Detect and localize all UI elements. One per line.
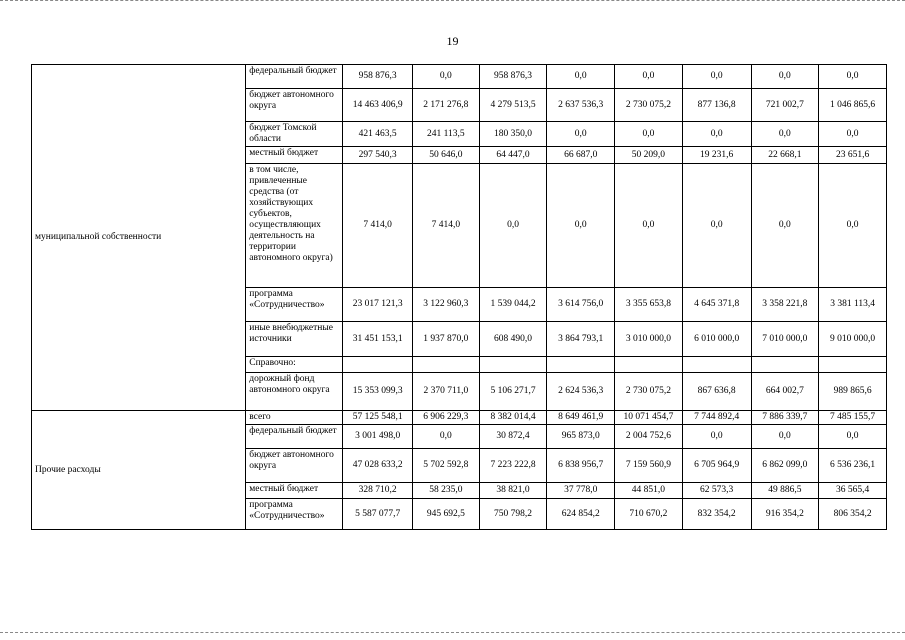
value-cell: 7 010 000,0 [751, 322, 819, 357]
value-cell: 6 536 236,1 [819, 449, 887, 483]
value-cell: 0,0 [547, 65, 615, 89]
page-top-edge [0, 0, 905, 3]
value-cell: 0,0 [751, 65, 819, 89]
value-cell: 5 702 592,8 [412, 449, 479, 483]
table-row [32, 65, 887, 89]
value-cell: 916 354,2 [751, 499, 819, 530]
value-cell: 36 565,4 [819, 483, 887, 499]
page-number: 19 [446, 34, 459, 48]
value-cell [479, 357, 547, 373]
value-cell: 0,0 [819, 164, 887, 288]
value-cell: 664 002,7 [751, 373, 819, 411]
value-cell: 2 637 536,3 [547, 89, 615, 122]
value-cell: 8 382 014,4 [479, 411, 547, 425]
value-cell: 0,0 [547, 122, 615, 147]
funding-source-cell: федеральный бюджет [246, 65, 343, 89]
value-cell: 965 873,0 [547, 425, 615, 449]
value-cell: 38 821,0 [479, 483, 547, 499]
value-cell: 297 540,3 [343, 147, 413, 164]
value-cell: 750 798,2 [479, 499, 547, 530]
value-cell: 7 414,0 [412, 164, 479, 288]
value-cell: 3 358 221,8 [751, 288, 819, 322]
value-cell: 624 854,2 [547, 499, 615, 530]
value-cell: 0,0 [819, 425, 887, 449]
value-cell [343, 357, 413, 373]
value-cell: 64 447,0 [479, 147, 547, 164]
value-cell: 2 171 276,8 [412, 89, 479, 122]
funding-source-cell: бюджет Томской области [246, 122, 343, 147]
value-cell: 1 539 044,2 [479, 288, 547, 322]
value-cell: 3 614 756,0 [547, 288, 615, 322]
page-bottom-edge [0, 632, 905, 635]
table-row [32, 411, 887, 425]
value-cell: 3 355 653,8 [615, 288, 683, 322]
value-cell: 6 862 099,0 [751, 449, 819, 483]
value-cell: 44 851,0 [615, 483, 683, 499]
value-cell: 37 778,0 [547, 483, 615, 499]
value-cell [819, 357, 887, 373]
value-cell: 14 463 406,9 [343, 89, 413, 122]
value-cell: 6 010 000,0 [682, 322, 751, 357]
value-cell: 0,0 [615, 65, 683, 89]
funding-source-cell: иные внебюджетные источники [246, 322, 343, 357]
value-cell: 989 865,6 [819, 373, 887, 411]
value-cell: 4 645 371,8 [682, 288, 751, 322]
value-cell: 0,0 [819, 122, 887, 147]
value-cell: 2 004 752,6 [615, 425, 683, 449]
value-cell: 62 573,3 [682, 483, 751, 499]
value-cell: 15 353 099,3 [343, 373, 413, 411]
value-cell: 19 231,6 [682, 147, 751, 164]
value-cell: 5 587 077,7 [343, 499, 413, 530]
value-cell: 66 687,0 [547, 147, 615, 164]
value-cell: 3 001 498,0 [343, 425, 413, 449]
value-cell: 4 279 513,5 [479, 89, 547, 122]
value-cell: 1 046 865,6 [819, 89, 887, 122]
value-cell: 328 710,2 [343, 483, 413, 499]
value-cell [682, 357, 751, 373]
value-cell: 0,0 [819, 65, 887, 89]
value-cell: 867 636,8 [682, 373, 751, 411]
value-cell: 7 744 892,4 [682, 411, 751, 425]
value-cell: 958 876,3 [479, 65, 547, 89]
value-cell: 832 354,2 [682, 499, 751, 530]
value-cell: 2 730 075,2 [615, 89, 683, 122]
value-cell: 241 113,5 [412, 122, 479, 147]
value-cell: 5 106 271,7 [479, 373, 547, 411]
funding-source-cell: федеральный бюджет [246, 425, 343, 449]
value-cell: 180 350,0 [479, 122, 547, 147]
value-cell: 23 017 121,3 [343, 288, 413, 322]
value-cell: 7 414,0 [343, 164, 413, 288]
value-cell: 3 381 113,4 [819, 288, 887, 322]
value-cell: 3 122 960,3 [412, 288, 479, 322]
value-cell: 0,0 [682, 425, 751, 449]
value-cell: 7 886 339,7 [751, 411, 819, 425]
value-cell: 31 451 153,1 [343, 322, 413, 357]
value-cell: 710 670,2 [615, 499, 683, 530]
value-cell: 57 125 548,1 [343, 411, 413, 425]
value-cell: 0,0 [751, 122, 819, 147]
budget-table [31, 64, 887, 530]
value-cell: 3 864 793,1 [547, 322, 615, 357]
budget-table-body [32, 65, 887, 530]
value-cell: 0,0 [682, 122, 751, 147]
value-cell: 958 876,3 [343, 65, 413, 89]
value-cell: 421 463,5 [343, 122, 413, 147]
value-cell: 945 692,5 [412, 499, 479, 530]
value-cell: 0,0 [547, 164, 615, 288]
value-cell: 1 937 870,0 [412, 322, 479, 357]
value-cell: 47 028 633,2 [343, 449, 413, 483]
value-cell: 3 010 000,0 [615, 322, 683, 357]
value-cell: 0,0 [615, 122, 683, 147]
value-cell [547, 357, 615, 373]
value-cell: 0,0 [751, 164, 819, 288]
value-cell: 806 354,2 [819, 499, 887, 530]
funding-source-cell: бюджет автономного округа [246, 449, 343, 483]
value-cell [615, 357, 683, 373]
value-cell: 0,0 [682, 164, 751, 288]
value-cell: 30 872,4 [479, 425, 547, 449]
value-cell: 49 886,5 [751, 483, 819, 499]
funding-source-cell: местный бюджет [246, 147, 343, 164]
value-cell [751, 357, 819, 373]
value-cell: 721 002,7 [751, 89, 819, 122]
value-cell: 0,0 [615, 164, 683, 288]
funding-source-cell: дорожный фонд автономного округа [246, 373, 343, 411]
value-cell: 8 649 461,9 [547, 411, 615, 425]
value-cell: 0,0 [412, 65, 479, 89]
funding-source-cell: Справочно: [246, 357, 343, 373]
value-cell: 58 235,0 [412, 483, 479, 499]
value-cell: 10 071 454,7 [615, 411, 683, 425]
value-cell: 6 838 956,7 [547, 449, 615, 483]
value-cell: 9 010 000,0 [819, 322, 887, 357]
value-cell: 6 906 229,3 [412, 411, 479, 425]
value-cell: 23 651,6 [819, 147, 887, 164]
value-cell: 877 136,8 [682, 89, 751, 122]
value-cell: 0,0 [682, 65, 751, 89]
value-cell: 6 705 964,9 [682, 449, 751, 483]
section-title: Прочие расходы [32, 411, 246, 530]
funding-source-cell: программа «Сотрудничество» [246, 288, 343, 322]
value-cell: 2 370 711,0 [412, 373, 479, 411]
funding-source-cell: в том числе, привлеченные средства (от хозяйствующих субъектов, осуществляющих деятельность на территории автономного округа) [246, 164, 343, 288]
funding-source-cell: местный бюджет [246, 483, 343, 499]
value-cell: 7 159 560,9 [615, 449, 683, 483]
funding-source-cell: бюджет автономного округа [246, 89, 343, 122]
value-cell: 0,0 [479, 164, 547, 288]
value-cell: 2 730 075,2 [615, 373, 683, 411]
section-title: муниципальной собственности [32, 65, 246, 411]
value-cell: 7 223 222,8 [479, 449, 547, 483]
value-cell: 0,0 [751, 425, 819, 449]
value-cell: 50 209,0 [615, 147, 683, 164]
value-cell: 22 668,1 [751, 147, 819, 164]
value-cell: 2 624 536,3 [547, 373, 615, 411]
value-cell: 7 485 155,7 [819, 411, 887, 425]
value-cell: 0,0 [412, 425, 479, 449]
value-cell: 50 646,0 [412, 147, 479, 164]
value-cell [412, 357, 479, 373]
funding-source-cell: программа «Сотрудничество» [246, 499, 343, 530]
value-cell: 608 490,0 [479, 322, 547, 357]
funding-source-cell: всего [246, 411, 343, 425]
